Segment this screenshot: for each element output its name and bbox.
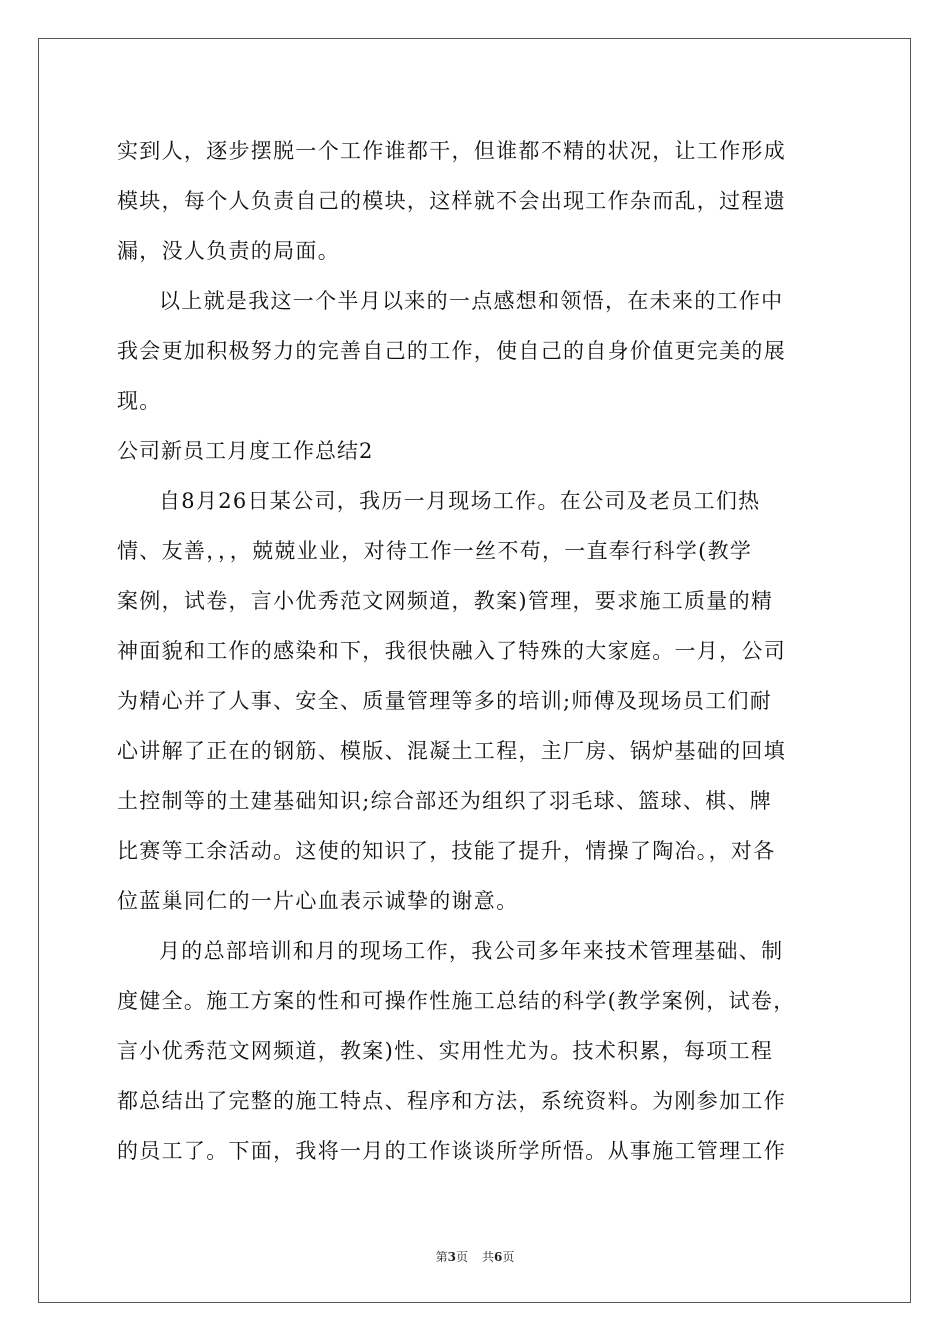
page-suffix: 页 <box>455 1250 468 1264</box>
text-line: 我会更加积极努力的完善自己的工作，使自己的自身价值更完美的展 <box>117 339 786 363</box>
text-line: 为精心并了人事、安全、质量管理等多的培训;师傅及现场员工们耐 <box>117 689 773 713</box>
text-line: 神面貌和工作的感染和下，我很快融入了特殊的大家庭。一月，公司 <box>117 639 786 663</box>
text-line: 位蓝巢同仁的一片心血表示诚挚的谢意。 <box>117 889 519 913</box>
text-line: 的员工了。下面，我将一月的工作谈谈所学所悟。从事施工管理工作 <box>117 1139 786 1163</box>
document-body <box>117 128 837 1178</box>
text-line: 案例，试卷，言小优秀范文网频道，教案)管理，要求施工质量的精 <box>117 589 774 613</box>
page-prefix: 第 <box>435 1250 448 1264</box>
text-line: 度健全。施工方案的性和可操作性施工总结的科学(教学案例，试卷， <box>117 989 796 1013</box>
page-number: 3 <box>447 1250 456 1264</box>
text-line: 实到人，逐步摆脱一个工作谁都干，但谁都不精的状况，让工作形成 <box>117 139 786 163</box>
text-line: 现。 <box>117 389 162 413</box>
text-line: 土控制等的土建基础知识;综合部还为组织了羽毛球、篮球、棋、牌 <box>117 789 773 813</box>
text-line: 心讲解了正在的钢筋、模版、混凝土工程，主厂房、锅炉基础的回填 <box>117 739 786 763</box>
total-prefix: 共 <box>482 1250 495 1264</box>
paragraph-first-line: 以上就是我这一个半月以来的一点感想和领悟，在未来的工作中 <box>159 289 784 313</box>
total-pages: 6 <box>494 1250 503 1264</box>
section-heading: 公司新员工月度工作总结2 <box>117 439 374 463</box>
total-suffix: 页 <box>502 1250 515 1264</box>
text-line: 比赛等工余活动。这使的知识了，技能了提升，情操了陶冶。，对各 <box>117 839 776 863</box>
text-line: 言小优秀范文网频道，教案)性、实用性尤为。技术积累，每项工程 <box>117 1039 774 1063</box>
text-line: 模块，每个人负责自己的模块，这样就不会出现工作杂而乱，过程遗 <box>117 189 786 213</box>
paragraph-first-line: 月的总部培训和月的现场工作，我公司多年来技术管理基础、制 <box>159 939 784 963</box>
text-line: 情、友善，，，兢兢业业，对待工作一丝不苟，一直奉行科学(教学 <box>117 539 753 563</box>
text-line: 漏，没人负责的局面。 <box>117 239 340 263</box>
text-line: 都总结出了完整的施工特点、程序和方法，系统资料。为刚参加工作 <box>117 1089 786 1113</box>
page-footer <box>0 1248 950 1265</box>
paragraph-first-line: 自8月26日某公司，我历一月现场工作。在公司及老员工们热 <box>159 489 761 513</box>
